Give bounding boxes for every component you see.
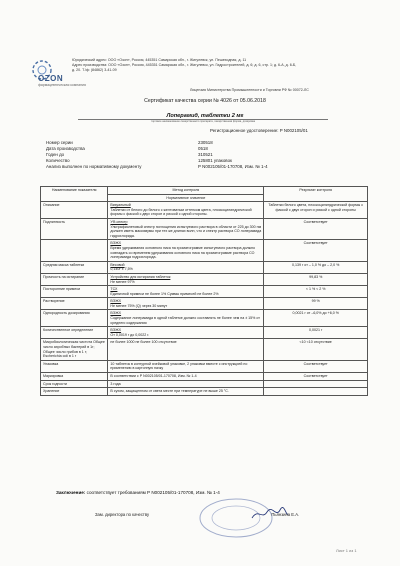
cell-result: <10 <10 отсутствие <box>264 339 368 360</box>
cell-indicator: Срок годности <box>41 380 108 388</box>
license-text: Лицензия Министерства Промышленности и Торговли РФ № 00072-ЛС <box>190 88 309 92</box>
cell-norm: Не менее 97% <box>110 279 135 284</box>
cell-method-norm <box>108 218 264 239</box>
batch-info-value: Р N002105/01-170708, Изм. № 1-4 <box>198 164 268 169</box>
batch-info-key: Номер серии <box>46 140 73 145</box>
cell-norm: не более 1000 не более 100 отсутствие <box>110 340 177 345</box>
cell-method-norm <box>108 380 264 388</box>
cell-norm: От 0,0019 г до 0,0022 г. <box>110 332 150 337</box>
cell-norm: Содержание лоперамида в одной таблетке должно составлять не более чем на ± 15% от среднего содержания <box>110 316 260 325</box>
cell-result: Соответствует <box>264 218 368 239</box>
signatory-role: Зам. директора по качеству <box>95 512 150 517</box>
cell-result: 99 % <box>264 298 368 310</box>
cell-indicator: Посторонние примеси <box>41 286 108 298</box>
cell-result: 0,0021 г <box>264 327 368 339</box>
table-row <box>41 240 368 261</box>
registration-number: Регистрационное удостоверение: Р N002105/01 <box>210 128 308 133</box>
cell-method: ВЭЖХ <box>110 311 122 316</box>
cell-method: ВЭЖХ <box>110 299 122 304</box>
cell-indicator: Хранение <box>41 388 108 396</box>
logo-text: OZON <box>38 74 64 83</box>
product-subtitle: торговое наименование лекарственного препарата, лекарственная форма, дозировка <box>150 120 256 123</box>
cell-indicator: Описание <box>41 202 108 219</box>
cell-indicator <box>41 240 108 261</box>
cell-norm: Единичной примеси не более 1% Суммы примесей не более 2% <box>110 291 219 296</box>
cell-indicator: Маркировка <box>41 373 108 381</box>
cell-method-norm <box>108 373 264 381</box>
cell-norm: Время удерживания основного пика на хроматограмме испытуемого раствора должно совпадать со временем удерживания основного пика на хроматограмме раствора СО лоперамида гидрохлорида. <box>110 245 255 260</box>
quality-spec-table <box>40 186 368 396</box>
company-address <box>72 58 377 73</box>
cell-norm: В сухом, защищенном от света месте при температуре не выше 25 °С. <box>110 389 229 394</box>
page-number: Лист 1 из 1 <box>336 548 357 553</box>
product-title: Лоперамид, таблетки 2 мг <box>166 113 244 119</box>
cell-method-norm <box>108 327 264 339</box>
cell-method: ВЭЖХ <box>110 328 122 333</box>
cell-indicator: Средняя масса таблетки <box>41 261 108 273</box>
cell-result: Таблетки белого цвета, плоскоцилиндрической формы с фаской с двух сторон и риской с одной стороны <box>264 202 368 219</box>
header-norm: Нормативное значение <box>108 194 264 202</box>
cell-method-norm <box>108 202 264 219</box>
conclusion-text: соответствует требованиям Р N002105/01-170708, Изм. № 1-4 <box>86 490 220 495</box>
logo-subtext: фармацевтическая компания <box>38 83 86 87</box>
table-row <box>41 310 368 327</box>
cell-result: 0,0021 г от –6,0% до +6,0 % <box>264 310 368 327</box>
signature-block <box>95 512 299 517</box>
header-result: Результат контроля <box>264 187 368 202</box>
table-row <box>41 218 368 239</box>
batch-info-key: Годен до <box>46 152 65 157</box>
batch-info-key: Анализ выполнен по нормативному документу <box>46 164 142 169</box>
table-row <box>41 202 368 219</box>
cell-indicator: Упаковка <box>41 360 108 372</box>
address-line: Юридический адрес: ООО «Озон», Россия, 445351 Самарская обл., г. Жигулевск, ул. Пешеходная, д. 11 <box>72 58 247 62</box>
cell-method-norm <box>108 261 264 273</box>
table-row <box>41 273 368 285</box>
cell-method-norm <box>108 273 264 285</box>
batch-info-key: Количество <box>46 158 70 163</box>
header-indicator: Наименование показателя <box>41 187 108 202</box>
table-row <box>41 388 368 396</box>
table-row <box>41 339 368 360</box>
address-line: Адрес производства: ООО «Озон», Россия, 445351 Самарская обл., г. Жигулевск, ул. Гидростроителей, д. 6; д. 6, стр. 1; д. 6-А, д. 6-Б, <box>72 63 297 67</box>
table-row <box>41 360 368 372</box>
table-row <box>41 373 368 381</box>
table-row <box>41 261 368 273</box>
cell-result: < 1 % < 2 % <box>264 286 368 298</box>
batch-info-value: 230518 <box>198 140 213 145</box>
cell-method-norm <box>108 360 264 372</box>
cell-norm: Не менее 75% (Q) через 30 минут <box>110 303 168 308</box>
cell-result: Соответствует <box>264 360 368 372</box>
certificate-heading: Сертификат качества серии № 4026 от 05.06.2018 <box>144 98 266 104</box>
cell-method: ВЭЖХ <box>110 241 122 246</box>
conclusion <box>56 490 220 495</box>
signatory-name: Пьянзина Е.А. <box>271 512 300 517</box>
cell-method: Весовой <box>110 262 125 267</box>
table-header-row <box>41 187 368 195</box>
cell-indicator: Микробиологическая чистота Общее число аэробных бактерий в 1г; Общее число грибов в 1 г; Escherichia coli в 1 г <box>41 339 108 360</box>
cell-indicator: Прочность на истирание <box>41 273 108 285</box>
header-method: Метод контроля <box>108 187 264 195</box>
conclusion-label: Заключение: <box>56 490 86 495</box>
cell-indicator: Количественное определение <box>41 327 108 339</box>
batch-info-value: 125801 упаковок <box>198 158 232 163</box>
cell-result <box>264 388 368 396</box>
cell-method-norm <box>108 286 264 298</box>
cell-method-norm <box>108 339 264 360</box>
batch-info-value: 310521 <box>198 152 213 157</box>
cell-method-norm <box>108 298 264 310</box>
cell-method-norm <box>108 388 264 396</box>
cell-indicator: Подлинность <box>41 218 108 239</box>
cell-indicator: Однородность дозирования <box>41 310 108 327</box>
cell-norm: Ультрафиолетовый спектр поглощения испытуемого раствора в области от 225 до 300 нм должен иметь максимумы при тех же длинах волн, что и спектр раствора СО лоперамида гидрохлорида. <box>110 224 262 238</box>
cell-norm: 3 года <box>110 381 121 386</box>
cell-norm: 0,140г ± 7,5% <box>110 267 133 272</box>
table-row <box>41 380 368 388</box>
cell-result: 0,139 г от – 1,0 % до – 2,0 % <box>264 261 368 273</box>
batch-info-key: Дата производства <box>46 146 85 151</box>
batch-info-row <box>46 164 346 170</box>
cell-result: Соответствует <box>264 240 368 261</box>
address-line: д. 20. Т./ф: (84862) 3-41-09 <box>72 68 117 72</box>
cell-indicator: Растворение <box>41 298 108 310</box>
cell-result <box>264 380 368 388</box>
cell-norm: В соответствии с Р N002105/01-170708, Изм. № 1-4 <box>110 374 197 378</box>
cell-method: Визуальный <box>110 203 131 208</box>
cell-result: 99,83 % <box>264 273 368 285</box>
cell-norm: 10 таблеток в контурной ячейковой упаковке, 2 упаковки вместе с инструкцией по применению в картонную пачку <box>110 361 248 371</box>
table-row <box>41 298 368 310</box>
cell-norm: Таблетки от белого до белого с желтоватым оттенком цвета, плоскоцилиндрической формы с фаской с двух сторон и риской с одной стороны. <box>110 207 252 217</box>
batch-info-value: 0518 <box>198 146 208 151</box>
table-row <box>41 327 368 339</box>
cell-method: ТСХ <box>110 287 118 292</box>
cell-method-norm <box>108 310 264 327</box>
cell-method: УФ-спектр <box>110 219 128 224</box>
cell-result: Соответствует <box>264 373 368 381</box>
table-row <box>41 286 368 298</box>
cell-method: Устройство для истирания таблеток <box>110 274 171 279</box>
cell-method-norm <box>108 240 264 261</box>
